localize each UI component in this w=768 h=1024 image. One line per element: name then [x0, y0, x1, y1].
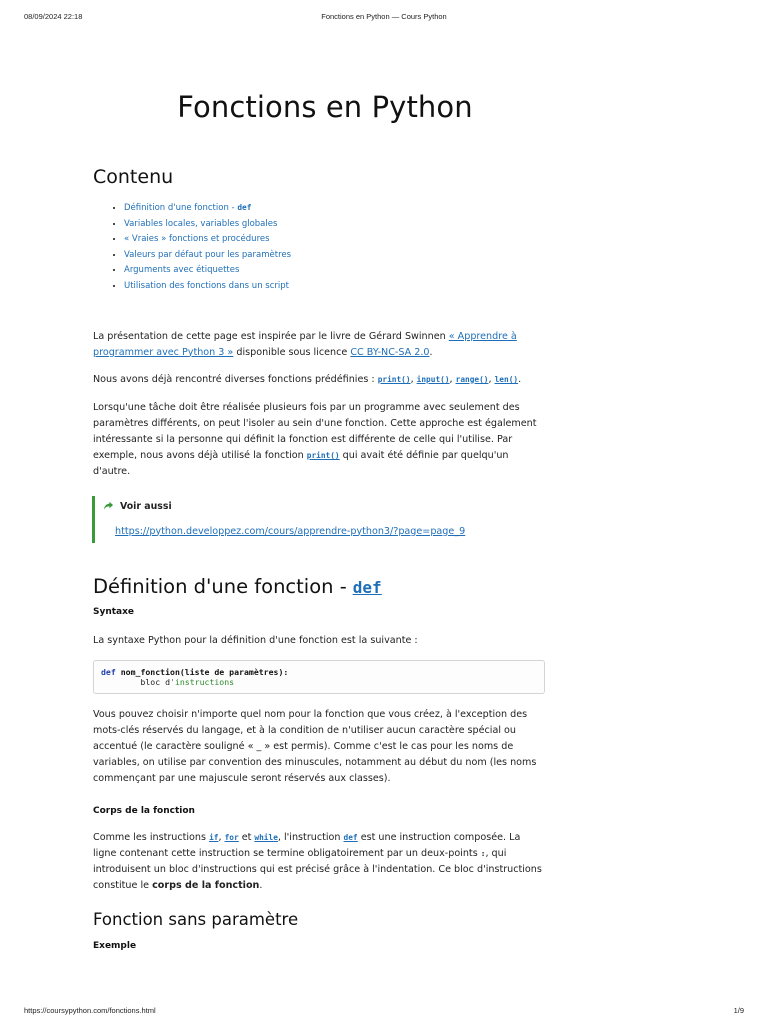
def-keyword-link[interactable] — [353, 575, 382, 598]
see-also-label: Voir aussi — [120, 501, 172, 513]
body-label: Corps de la fonction — [93, 805, 195, 816]
print-fn-link[interactable] — [378, 374, 411, 385]
range-fn-link[interactable] — [456, 374, 489, 385]
table-of-contents — [93, 200, 545, 295]
code-block — [93, 660, 545, 694]
predefined-text: Nous avons déjà rencontré diverses fonctions prédéfinies : — [93, 373, 378, 385]
toc-link-definition[interactable] — [124, 203, 251, 213]
intro-text: disponible sous licence — [233, 346, 351, 358]
body-text: et — [238, 831, 255, 843]
code-signature: nom_fonction(liste de paramètres): — [115, 666, 289, 677]
toc-link-arguments[interactable]: Arguments avec étiquettes — [124, 265, 240, 276]
def-keyword-code: def — [343, 832, 358, 842]
naming-paragraph: Vous pouvez choisir n'importe quel nom pour la fonction que vous créez, à l'exception des mots-clés réservés du langage, et à la condition de n'utiliser aucun caractère spécial ou accentué (le caractère souligné « _ » est permis). Comme c'est le cas pour les noms de variables, on utilise par convention des minuscules, notamment au début du nom (les noms commençant par une majuscule seront réservés aux classes). — [93, 708, 537, 784]
body-text: est une instruction composée. La ligne contenant cette instruction se termine obligatoirement par un deux-points — [93, 831, 521, 859]
def-keyword-code: def — [352, 577, 382, 597]
len-fn-code: len() — [494, 374, 519, 384]
separator: , — [488, 373, 495, 385]
print-url: https://coursypython.com/fonctions.html — [24, 1006, 156, 1015]
see-also-title — [103, 500, 545, 514]
section-heading-text: Définition d'une fonction - — [93, 574, 347, 598]
print-fn-code: print() — [377, 374, 411, 384]
toc-item — [124, 200, 545, 217]
body-text: . — [259, 879, 263, 891]
toc-item — [124, 248, 545, 264]
print-page-number: 1/9 — [733, 1006, 744, 1015]
separator: , — [410, 373, 417, 385]
range-fn-code: range() — [455, 374, 489, 384]
paragraph-text: qui avait été définie par quelqu'un d'autre. — [93, 449, 509, 477]
body-paragraph — [93, 830, 545, 894]
intro-text: La présentation de cette page est inspirée par le livre de Gérard Swinnen — [93, 330, 449, 342]
def-keyword-link[interactable] — [344, 832, 358, 843]
toc-link-label: Définition d'une fonction - — [124, 203, 238, 213]
for-keyword-link[interactable] — [225, 832, 239, 843]
len-fn-link[interactable] — [495, 374, 518, 385]
book-link[interactable]: « Apprendre à programmer avec Python 3 » — [93, 330, 517, 358]
print-fn-link[interactable] — [307, 450, 340, 461]
separator: , — [449, 373, 456, 385]
predefined-paragraph — [93, 372, 545, 388]
toc-item — [124, 217, 545, 233]
print-datetime: 08/09/2024 22:18 — [24, 12, 83, 21]
example-label: Exemple — [93, 940, 137, 951]
body-text: , qui introduisent un bloc d'instructions qui est précisé grâce à l'indentation. Ce bloc d'instructions constitue le — [93, 847, 542, 891]
toc-link-variables[interactable]: Variables locales, variables globales — [124, 218, 278, 229]
body-bold: corps de la fonction — [152, 879, 260, 891]
intro-paragraph — [93, 329, 545, 361]
toc-code-def: def — [237, 203, 252, 212]
print-footer — [24, 1006, 744, 1015]
syntax-label: Syntaxe — [93, 606, 135, 617]
see-also-link[interactable]: https://python.developpez.com/cours/apprendre-python3/?page=page_9 — [115, 525, 466, 537]
toc-link-valeurs-defaut[interactable]: Valeurs par défaut pour les paramètres — [124, 249, 292, 260]
for-keyword-code: for — [224, 832, 239, 842]
intro-text: . — [429, 346, 433, 358]
contents-heading: Contenu — [93, 166, 174, 188]
code-keyword: def — [101, 666, 116, 677]
code-string: 'instructions — [170, 676, 235, 687]
toc-link-vraies-fonctions[interactable]: « Vraies » fonctions et procédures — [124, 234, 270, 245]
print-page-title: Fonctions en Python — Cours Python — [321, 12, 447, 21]
body-text: , — [218, 831, 225, 843]
code-body: bloc d — [101, 676, 171, 687]
toc-item — [124, 263, 545, 279]
body-text: Comme les instructions — [93, 831, 210, 843]
while-keyword-link[interactable] — [254, 832, 277, 843]
while-keyword-code: while — [254, 832, 278, 842]
print-header — [24, 12, 744, 21]
toc-item — [124, 232, 545, 248]
colon-code: : — [480, 848, 486, 858]
article — [93, 90, 545, 954]
share-arrow-icon — [103, 500, 114, 514]
function-purpose-paragraph — [93, 400, 545, 480]
toc-link-script[interactable]: Utilisation des fonctions dans un script — [124, 280, 289, 291]
see-also-box — [92, 496, 545, 543]
license-link[interactable]: CC BY-NC-SA 2.0 — [350, 346, 430, 358]
page-title: Fonctions en Python — [177, 90, 473, 124]
if-keyword-code: if — [209, 832, 219, 842]
syntax-intro: La syntaxe Python pour la définition d'une fonction est la suivante : — [93, 634, 418, 646]
section-heading-no-param: Fonction sans paramètre — [93, 909, 299, 929]
print-fn-code: print() — [306, 450, 340, 460]
body-text: , l'instruction — [277, 831, 344, 843]
section-heading-definition — [93, 575, 545, 598]
toc-item — [124, 279, 545, 295]
period: . — [518, 373, 522, 385]
input-fn-code: input() — [416, 374, 450, 384]
input-fn-link[interactable] — [417, 374, 450, 385]
paragraph-text: Lorsqu'une tâche doit être réalisée plusieurs fois par un programme avec seulement des paramètres différents, on peut l'isoler au sein d'une fonction. Cette approche est également intéressante si la personne qui définit la fonction est différente de celle qui l'utilise. Par exemple, nous avons déjà utilisé la fonction — [93, 401, 537, 461]
